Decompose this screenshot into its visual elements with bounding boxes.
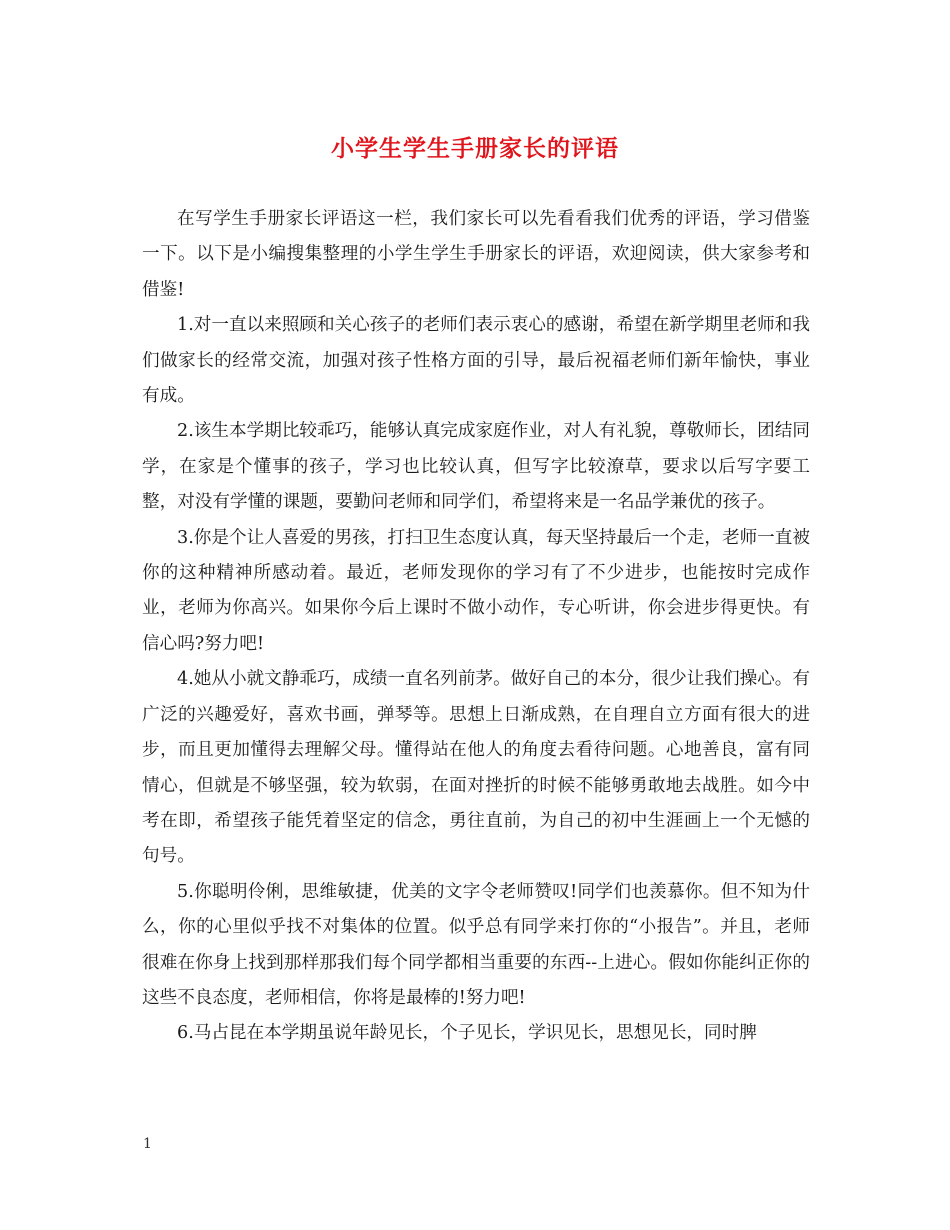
- document-title: 小学生学生手册家长的评语: [331, 135, 619, 162]
- comment-paragraph-3: 3.你是个让人喜爱的男孩，打扫卫生态度认真，每天坚持最后一个走，老师一直被你的这种精神所感动着。最近，老师发现你的学习有了不少进步，也能按时完成作业，老师为你高兴。如果你今后上课时不做小动作，专心听讲，你会进步得更快。有信心吗?努力吧!: [142, 527, 810, 654]
- intro-paragraph: 在写学生手册家长评语这一栏，我们家长可以先看看我们优秀的评语，学习借鉴一下。以下是小编搜集整理的小学生学生手册家长的评语，欢迎阅读，供大家参考和借鉴!: [142, 209, 810, 300]
- page-number: 1: [143, 1136, 152, 1152]
- comment-paragraph-6: 6.马占昆在本学期虽说年龄见长，个子见长，学识见长，思想见长，同时脾: [177, 1023, 757, 1044]
- comment-paragraph-5: 5.你聪明伶俐，思维敏捷，优美的文字令老师赞叹!同学们也羡慕你。但不知为什么，你的心里似乎找不对集体的位置。似乎总有同学来打你的“小报告”。并且，老师很难在你身上找到那样那我们每个同学都相当重要的东西--上进心。假如你能纠正你的这些不良态度，老师相信，你将是最棒的!努力吧!: [142, 881, 810, 1008]
- comment-paragraph-2: 2.该生本学期比较乖巧，能够认真完成家庭作业，对人有礼貌，尊敬师长，团结同学，在家是个懂事的孩子，学习也比较认真，但写字比较潦草，要求以后写字要工整，对没有学懂的课题，要勤问老师和同学们，希望将来是一名品学兼优的孩子。: [142, 421, 810, 513]
- comment-paragraph-4: 4.她从小就文静乖巧，成绩一直名列前茅。做好自己的本分，很少让我们操心。有广泛的兴趣爱好，喜欢书画，弹琴等。思想上日渐成熟，在自理自立方面有很大的进步，而且更加懂得去理解父母。懂得站在他人的角度去看待问题。心地善良，富有同情心，但就是不够坚强，较为软弱，在面对挫折的时候不能够勇敢地去战胜。如今中考在即，希望孩子能凭着坚定的信念，勇往直前，为自己的初中生涯画上一个无憾的句号。: [142, 669, 810, 867]
- document-body: [142, 202, 810, 1052]
- comment-paragraph-1: 1.对一直以来照顾和关心孩子的老师们表示衷心的感谢，希望在新学期里老师和我们做家长的经常交流，加强对孩子性格方面的引导，最后祝福老师们新年愉快，事业有成。: [142, 315, 810, 407]
